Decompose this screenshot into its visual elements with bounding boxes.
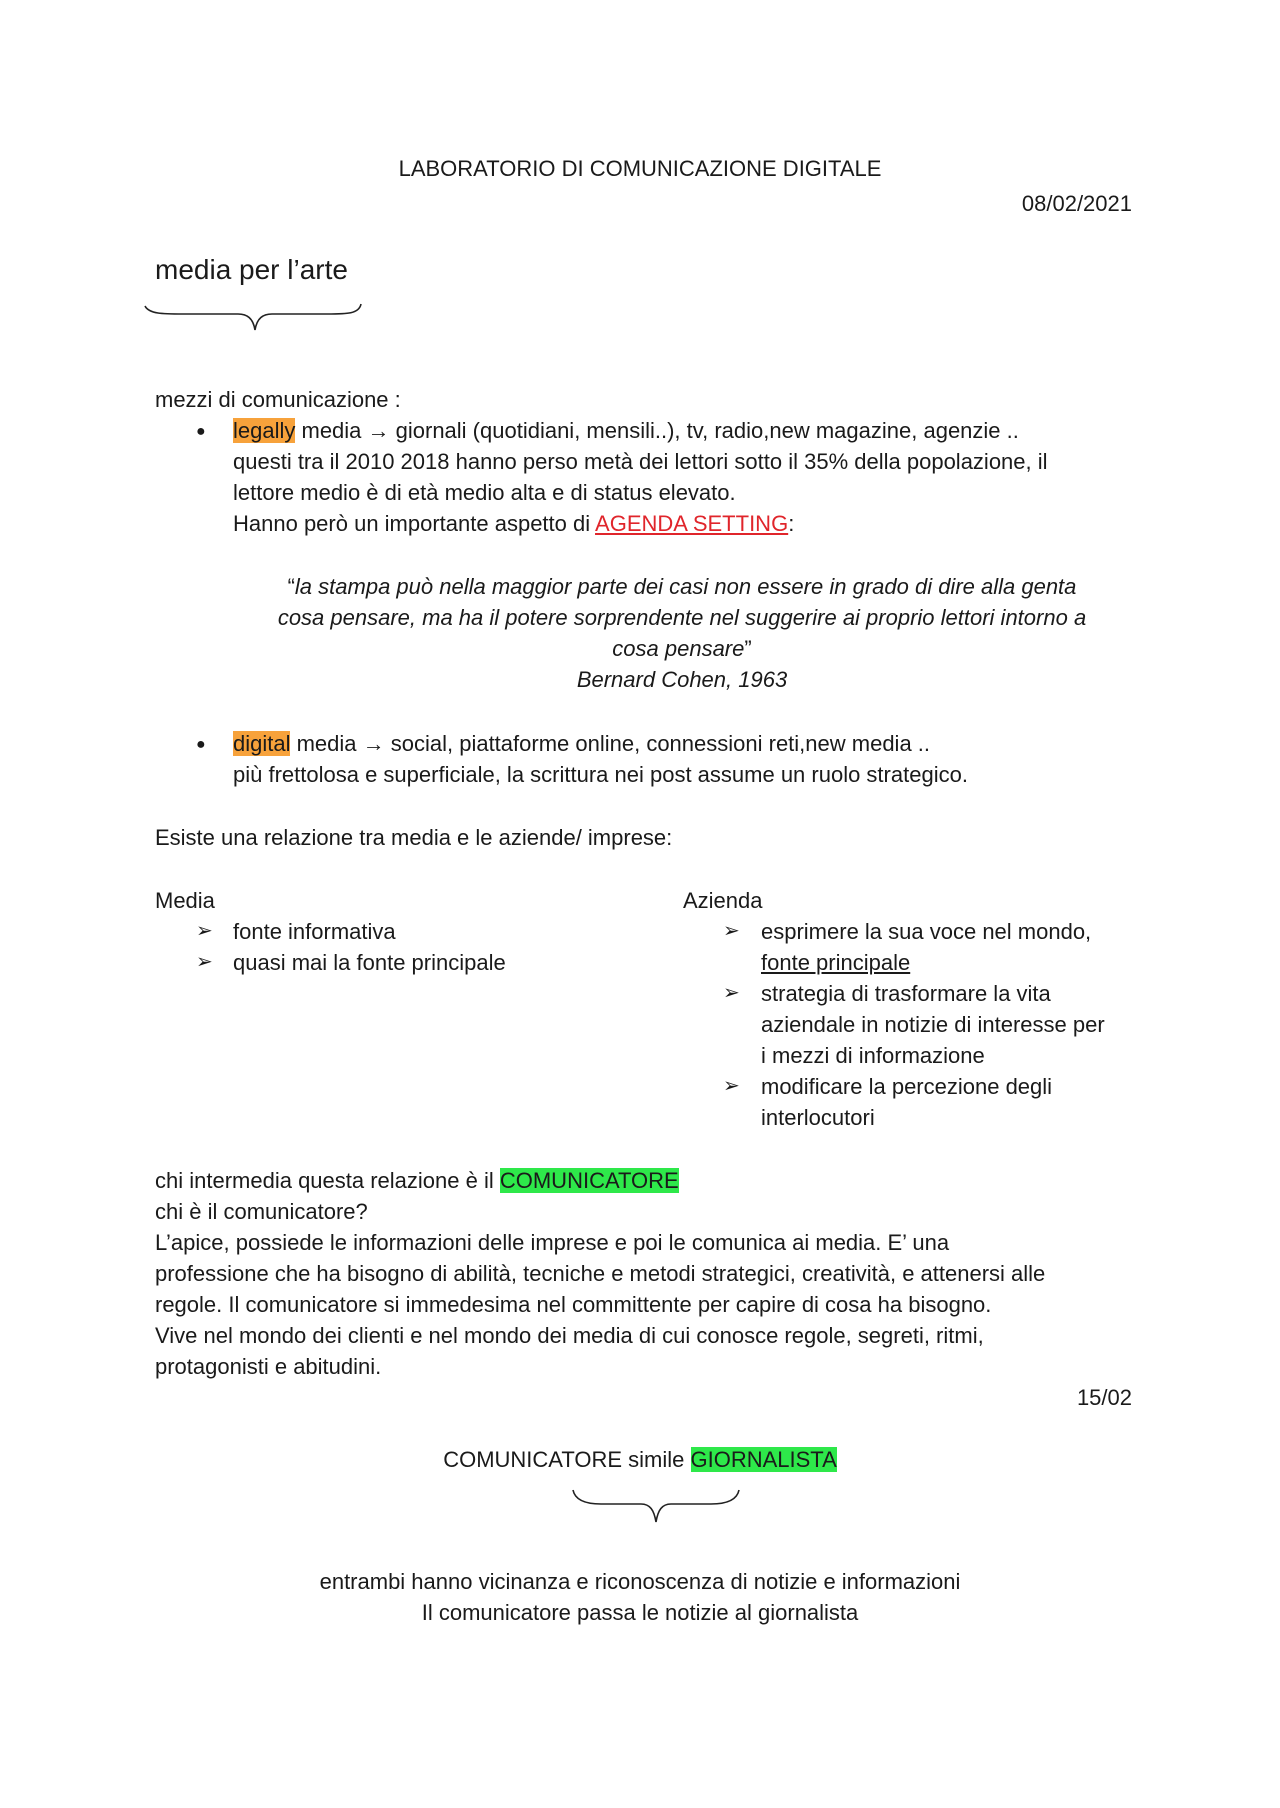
bullet-1-line-2: questi tra il 2010 2018 hanno perso metà dei lettori sotto il 35% della popolazione, il bbox=[233, 449, 1048, 474]
closing-line-1: entrambi hanno vicinanza e riconoscenza di notizie e informazioni bbox=[319, 1569, 961, 1594]
azienda-item-3-line-2: interlocutori bbox=[761, 1105, 875, 1130]
comunicatore-pre: chi intermedia questa relazione è il bbox=[155, 1168, 500, 1193]
quote-close-mark: ” bbox=[744, 636, 752, 661]
quote-text-3: cosa pensare bbox=[612, 636, 745, 661]
relation-text: Esiste una relazione tra media e le aziende/ imprese: bbox=[155, 825, 673, 850]
bullet-dot-2: ● bbox=[196, 736, 206, 753]
comunicatore-paragraph-line-5: protagonisti e abitudini. bbox=[155, 1354, 382, 1379]
section-date: 15/02 bbox=[1076, 1385, 1132, 1410]
bullet-2-line-1 bbox=[233, 728, 930, 759]
media-item-1: fonte informativa bbox=[233, 919, 396, 944]
comunicatore-question: chi è il comunicatore? bbox=[155, 1199, 368, 1224]
arrow-bullet-icon: ➢ bbox=[196, 951, 213, 973]
comunicatore-paragraph-line-1: L’apice, possiede le informazioni delle imprese e poi le comunica ai media. E’ una bbox=[155, 1230, 950, 1255]
comunicatore-paragraph-line-3: regole. Il comunicatore si immedesima nel committente per capire di cosa ha bisogno. bbox=[155, 1292, 992, 1317]
simile-pre: COMUNICATORE simile bbox=[443, 1447, 691, 1472]
agenda-setting-post: : bbox=[788, 511, 795, 536]
bullet-1-line-4 bbox=[233, 508, 794, 539]
azienda-item-2-line-1: strategia di trasformare la vita bbox=[761, 981, 1051, 1006]
bullet-1-line-3: lettore medio è di età medio alta e di status elevato. bbox=[233, 480, 736, 505]
digital-highlight: digital bbox=[233, 731, 291, 756]
agenda-setting-pre: Hanno però un importante aspetto di bbox=[233, 511, 596, 536]
azienda-item-1-line-2: fonte principale bbox=[761, 950, 911, 975]
agenda-setting-link[interactable]: AGENDA SETTING bbox=[595, 511, 789, 536]
comunicatore-paragraph-line-2: professione che ha bisogno di abilità, tecniche e metodi strategici, creatività, e attenersi alle bbox=[155, 1261, 1046, 1286]
quote-line-1 bbox=[232, 571, 1132, 602]
comunicatore-highlight: COMUNICATORE bbox=[499, 1168, 679, 1193]
azienda-column-title: Azienda bbox=[683, 888, 763, 913]
quote-open-mark: “ bbox=[287, 574, 295, 599]
bullet-dot-1: ● bbox=[196, 423, 206, 440]
azienda-item-2-line-2: aziendale in notizie di interesse per bbox=[761, 1012, 1105, 1037]
arrow-bullet-icon: ➢ bbox=[723, 920, 740, 942]
quote-line-2: cosa pensare, ma ha il potere sorprendente nel suggerire ai proprio lettori intorno a bbox=[277, 605, 1087, 630]
quote-text-1: la stampa può nella maggior parte dei casi non essere in grado di dire alla genta bbox=[294, 574, 1077, 599]
azienda-item-1-line-1: esprimere la sua voce nel mondo, bbox=[761, 919, 1092, 944]
media-item-2: quasi mai la fonte principale bbox=[233, 950, 506, 975]
document-date: 08/02/2021 bbox=[1021, 191, 1132, 216]
curly-brace-icon bbox=[571, 1486, 741, 1530]
bullet-1-rest: media → giornali (quotidiani, mensili..), tv, radio,new magazine, agenzie .. bbox=[295, 418, 1019, 443]
bullet-1-line-1 bbox=[233, 415, 1019, 446]
section-heading: media per l’arte bbox=[155, 254, 348, 285]
arrow-bullet-icon: ➢ bbox=[723, 982, 740, 1004]
quote-line-3 bbox=[232, 633, 1132, 664]
bullet-2-rest: media → social, piattaforme online, connessioni reti,new media .. bbox=[290, 731, 931, 756]
arrow-bullet-icon: ➢ bbox=[196, 920, 213, 942]
media-column-title: Media bbox=[155, 888, 215, 913]
azienda-item-3-line-1: modificare la percezione degli bbox=[761, 1074, 1053, 1099]
closing-line-2: Il comunicatore passa le notizie al giornalista bbox=[421, 1600, 859, 1625]
azienda-item-2-line-3: i mezzi di informazione bbox=[761, 1043, 985, 1068]
quote-author: Bernard Cohen, 1963 bbox=[576, 667, 788, 692]
document-title: LABORATORIO DI COMUNICAZIONE DIGITALE bbox=[398, 156, 882, 181]
intro-text: mezzi di comunicazione : bbox=[155, 387, 401, 412]
comunicatore-paragraph-line-4: Vive nel mondo dei clienti e nel mondo dei media di cui conosce regole, segreti, ritmi, bbox=[155, 1323, 984, 1348]
simile-line bbox=[0, 1444, 1280, 1475]
bullet-2-line-2: più frettolosa e superficiale, la scrittura nei post assume un ruolo strategico. bbox=[233, 762, 968, 787]
giornalista-highlight: GIORNALISTA bbox=[690, 1447, 837, 1472]
curly-brace-icon bbox=[143, 298, 363, 338]
arrow-bullet-icon: ➢ bbox=[723, 1075, 740, 1097]
legally-highlight: legally bbox=[233, 418, 296, 443]
comunicatore-line-1 bbox=[155, 1165, 679, 1196]
